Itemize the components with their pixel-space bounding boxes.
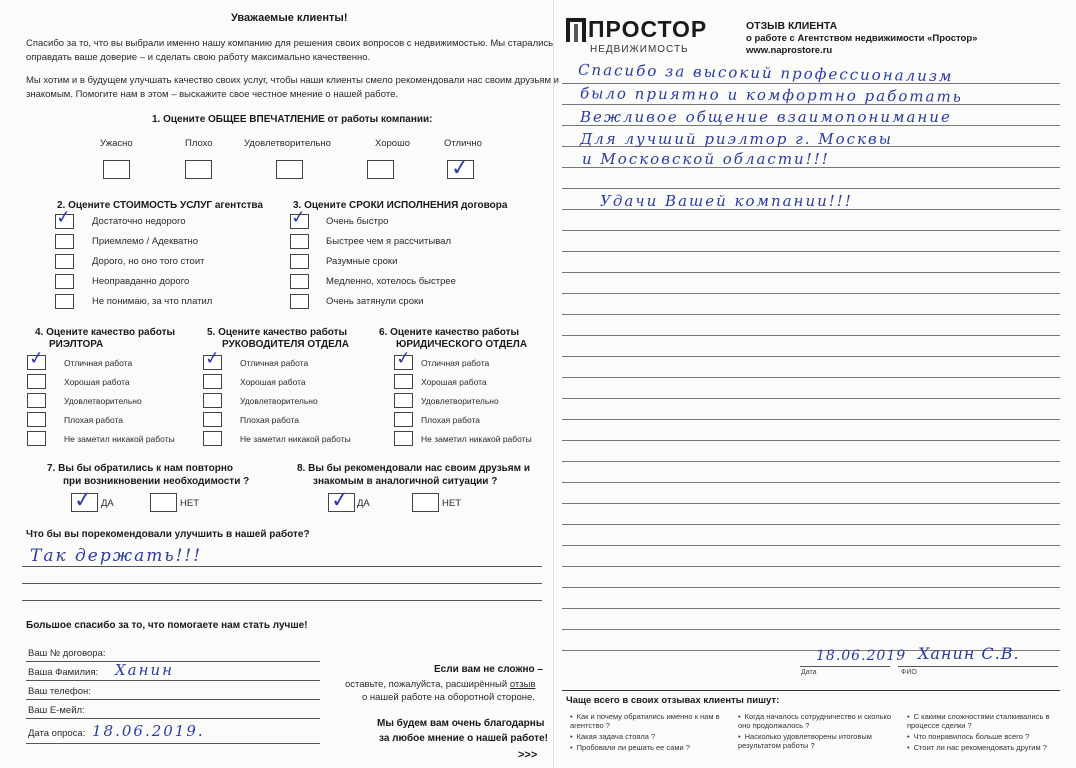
q8-yes-label: ДА (357, 498, 370, 509)
q2-option-5: Не понимаю, за что платил (92, 296, 213, 307)
q4-option-5: Не заметил никакой работы (64, 434, 175, 444)
q6-option-3: Удовлетворительно (421, 396, 499, 406)
q5-check-mark-icon: ✓ (203, 347, 222, 370)
hint-1c: • Пробовали ли решать ее сами ? (570, 743, 730, 752)
q1-option-label-2: Плохо (185, 138, 213, 149)
signature-date-label: Дата (801, 669, 817, 676)
q6-checkbox-2[interactable] (394, 374, 413, 389)
q4-option-1: Отличная работа (64, 358, 133, 368)
q1-checkbox-1[interactable] (103, 160, 130, 179)
review-text-line-1[interactable]: Спасибо за высокий профессионализм (577, 60, 954, 86)
q5-option-3: Удовлетворительно (240, 396, 318, 406)
q3-title: 3. Оцените СРОКИ ИСПОЛНЕНИЯ договора (293, 200, 508, 211)
q5-title-line1: 5. Оцените качество работы (207, 327, 348, 338)
review-text-line-5[interactable]: и Московской области!!! (582, 150, 830, 168)
q5-checkbox-2[interactable] (203, 374, 222, 389)
q7-title-line2: при возникновении необходимости ? (63, 476, 250, 487)
q8-check-mark-icon: ✓ (329, 487, 351, 514)
q8-no-checkbox[interactable] (412, 493, 439, 512)
q1-option-label-1: Ужасно (100, 138, 133, 149)
hint-3c: • Стоит ли нас рекомендовать другим ? (907, 743, 1067, 752)
q1-option-label-5: Отлично (444, 138, 482, 149)
q5-checkbox-5[interactable] (203, 431, 222, 446)
q4-option-4: Плохая работа (64, 415, 124, 425)
q7-check-mark-icon: ✓ (72, 487, 94, 514)
hint-1a: • Как и почему обратились именно к нам в агентство ? (570, 712, 730, 730)
improve-line-2 (22, 583, 542, 584)
q3-check-mark-icon: ✓ (289, 206, 308, 229)
surname-label: Ваша Фамилия: (28, 667, 99, 678)
q7-no-label: НЕТ (180, 498, 199, 509)
hint-1b: • Какая задача стояла ? (570, 732, 730, 741)
q4-checkbox-5[interactable] (27, 431, 46, 446)
hint-3b: • Что понравилось больше всего ? (907, 732, 1067, 741)
surname-value[interactable]: Ханин (115, 661, 175, 679)
review-text-line-3[interactable]: Вежливое общение взаимопонимание (580, 108, 952, 126)
q4-title-line2: РИЭЛТОРА (49, 339, 104, 350)
brand-name: ПРОСТОР (588, 16, 708, 42)
q7-title-line1: 7. Вы бы обратились к нам повторно (47, 463, 233, 474)
cta-arrows: >>> (518, 749, 538, 761)
q3-option-4: Медленно, хотелось быстрее (326, 276, 456, 287)
q5-option-1: Отличная работа (240, 358, 309, 368)
q6-check-mark-icon: ✓ (394, 347, 413, 370)
q1-title: 1. Оцените ОБЩЕЕ ВПЕЧАТЛЕНИЕ от работы компании: (152, 114, 433, 125)
signature-fio-label: ФИО (901, 669, 917, 676)
contract-label: Ваш № договора: (28, 648, 106, 659)
review-text-line-7[interactable]: Удачи Вашей компании!!! (600, 192, 853, 210)
email-field[interactable] (26, 718, 320, 719)
q7-no-checkbox[interactable] (150, 493, 177, 512)
q4-checkbox-2[interactable] (27, 374, 46, 389)
cta-line-3: о нашей работе на оборотной стороне. (362, 692, 535, 703)
q2-checkbox-4[interactable] (55, 274, 74, 289)
q8-title-line2: знакомым в аналогичной ситуации ? (313, 476, 498, 487)
hint-2a: • Когда началось сотрудничество и сколько оно продолжалось ? (738, 712, 898, 730)
q4-option-2: Хорошая работа (64, 377, 130, 387)
q3-checkbox-5[interactable] (290, 294, 309, 309)
q4-checkbox-4[interactable] (27, 412, 46, 427)
q3-option-2: Быстрее чем я рассчитывал (326, 236, 452, 247)
signature-date[interactable]: 18.06.2019 (816, 648, 907, 664)
q6-option-1: Отличная работа (421, 358, 490, 368)
q8-title-line1: 8. Вы бы рекомендовали нас своим друзьям и (297, 463, 530, 474)
intro-text-2b: знакомым. Помогите нам в этом – выскажите свое честное мнение о нашей работе. (26, 89, 398, 100)
cta-line-2: оставьте, пожалуйста, расширённый отзыв (345, 679, 536, 690)
q2-option-1: Достаточно недорого (92, 216, 186, 227)
q5-title-line2: РУКОВОДИТЕЛЯ ОТДЕЛА (222, 339, 350, 350)
date-label: Дата опроса: (28, 728, 86, 739)
q1-option-label-4: Хорошо (375, 138, 410, 149)
phone-label: Ваш телефон: (28, 686, 91, 697)
q3-checkbox-3[interactable] (290, 254, 309, 269)
q2-checkbox-5[interactable] (55, 294, 74, 309)
email-label: Ваш E-мейл: (28, 705, 85, 716)
signature-name[interactable]: Ханин С.В. (918, 644, 1020, 663)
review-header-sub: о работе с Агентством недвижимости «Простор» (746, 33, 978, 44)
hint-2b: • Насколько удовлетворены итоговым результатом работы ? (738, 732, 898, 750)
phone-field[interactable] (26, 699, 320, 700)
q4-option-3: Удовлетворительно (64, 396, 142, 406)
hints-title: Чаще всего в своих отзывах клиенты пишут: (566, 695, 780, 706)
q6-option-4: Плохая работа (421, 415, 481, 425)
date-value[interactable]: 18.06.2019. (92, 722, 205, 740)
improve-line-1 (22, 566, 542, 567)
q3-checkbox-2[interactable] (290, 234, 309, 249)
q2-check-mark-icon: ✓ (54, 206, 73, 229)
improve-answer[interactable]: Так держать!!! (30, 546, 203, 566)
q2-option-2: Приемлемо / Адекватно (92, 236, 199, 247)
hint-3a: • С какими сложностями сталкивались в процессе сделки ? (907, 712, 1067, 730)
intro-text-1b: оправдать ваше доверие – и сделать свою работу максимально качественно. (26, 52, 371, 63)
q6-option-5: Не заметил никакой работы (421, 434, 532, 444)
q5-checkbox-3[interactable] (203, 393, 222, 408)
review-header-url[interactable]: www.naprostore.ru (746, 45, 833, 56)
q5-option-5: Не заметил никакой работы (240, 434, 351, 444)
q6-title-line1: 6. Оцените качество работы (379, 327, 520, 338)
q2-option-4: Неоправданно дорого (92, 276, 190, 287)
thanks-heading: Большое спасибо за то, что помогаете нам стать лучше! (26, 620, 308, 631)
q1-option-label-3: Удовлетворительно (244, 138, 331, 149)
q4-check-mark-icon: ✓ (27, 347, 46, 370)
fio-signature-line (898, 666, 1058, 667)
q1-checkbox-4[interactable] (367, 160, 394, 179)
improve-line-3 (22, 600, 542, 601)
date-field (26, 743, 320, 744)
hints-divider (562, 690, 1060, 691)
q5-option-4: Плохая работа (240, 415, 300, 425)
q6-checkbox-3[interactable] (394, 393, 413, 408)
q2-checkbox-2[interactable] (55, 234, 74, 249)
q1-checkbox-3[interactable] (276, 160, 303, 179)
brand-subtitle: НЕДВИЖИМОСТЬ (590, 44, 689, 55)
cta-line-4: Мы будем вам очень благодарны (377, 718, 545, 729)
surname-field (26, 680, 320, 681)
review-text-line-4[interactable]: Для лучший риэлтор г. Москвы (580, 130, 893, 148)
intro-text-2a: Мы хотим и в будущем улучшать качество своих услуг, чтобы наши клиенты смело рекомендовали нас своим друзьям и (26, 75, 559, 86)
q4-title-line1: 4. Оцените качество работы (35, 327, 176, 338)
q1-checkbox-2[interactable] (185, 160, 212, 179)
q2-option-3: Дорого, но оно того стоит (92, 256, 205, 267)
q7-yes-label: ДА (101, 498, 114, 509)
cta-line-5: за любое мнение о нашей работе! (379, 733, 548, 744)
intro-text-1a: Спасибо за то, что вы выбрали именно нашу компанию для решения своих вопросов с недвижимостью. Мы старались (26, 38, 554, 49)
fold-divider (553, 0, 554, 768)
q4-checkbox-3[interactable] (27, 393, 46, 408)
q3-option-5: Очень затянули сроки (326, 296, 424, 307)
date-signature-line (800, 666, 890, 667)
q8-no-label: НЕТ (442, 498, 461, 509)
q6-title-line2: ЮРИДИЧЕСКОГО ОТДЕЛА (396, 339, 528, 350)
q3-option-3: Разумные сроки (326, 256, 398, 267)
q2-title: 2. Оцените СТОИМОСТЬ УСЛУГ агентства (57, 200, 263, 211)
q2-checkbox-3[interactable] (55, 254, 74, 269)
q6-option-2: Хорошая работа (421, 377, 487, 387)
q3-option-1: Очень быстро (326, 216, 389, 227)
q5-checkbox-4[interactable] (203, 412, 222, 427)
cta-review-link[interactable]: отзыв (509, 679, 536, 690)
q6-checkbox-4[interactable] (394, 412, 413, 427)
q1-check-mark-icon: ✓ (449, 155, 471, 182)
q5-option-2: Хорошая работа (240, 377, 306, 387)
q6-checkbox-5[interactable] (394, 431, 413, 446)
review-text-line-2[interactable]: было приятно и комфортно работать (579, 84, 963, 106)
cta-line-1: Если вам не сложно – (434, 664, 543, 675)
brand-logo-icon (566, 18, 586, 42)
improve-question: Что бы вы порекомендовали улучшить в нашей работе? (26, 529, 310, 540)
page-title: Уважаемые клиенты! (231, 12, 348, 24)
q3-checkbox-4[interactable] (290, 274, 309, 289)
review-header-title: ОТЗЫВ КЛИЕНТА (746, 20, 838, 32)
